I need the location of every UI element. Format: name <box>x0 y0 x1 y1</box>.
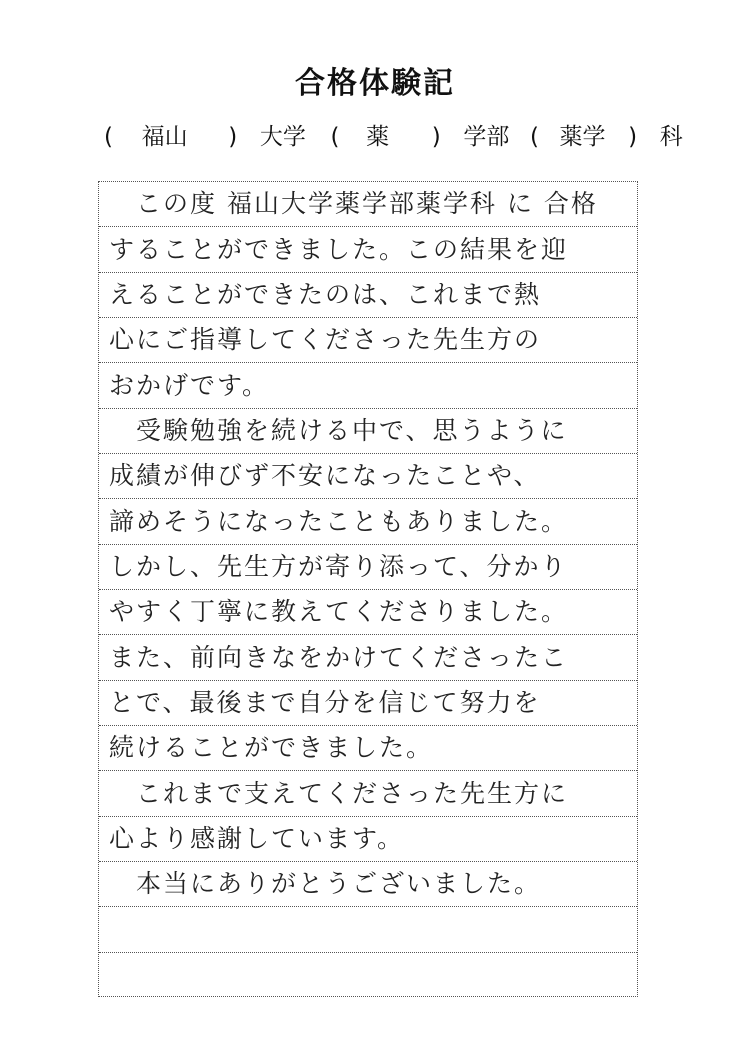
paren-open: ( <box>104 124 113 150</box>
page-title: 合格体験記 <box>295 66 455 101</box>
sheet-line: また、前向きなをかけてくださったこ <box>99 635 637 680</box>
sheet-line: 本当にありがとうございました。 <box>99 862 637 907</box>
sheet-line: やすく丁寧に教えてくださりました。 <box>99 590 637 635</box>
university-name: 福山 <box>141 124 188 150</box>
sheet-line: この度 福山大学薬学部薬学科 に 合格 <box>99 182 637 227</box>
faculty-suffix: 学部 <box>463 124 510 150</box>
paren-open: ( <box>529 124 539 150</box>
sheet-line: 成績が伸びず不安になったことや、 <box>99 454 637 499</box>
department-suffix: 科 <box>659 124 683 150</box>
sheet-line: しかし、先生方が寄り添って、分かり <box>99 545 637 590</box>
sheet-line: おかげです。 <box>99 363 637 408</box>
sheet-line: 受験勉強を続ける中で、思うように <box>99 409 637 454</box>
sheet-line: とで、最後まで自分を信じて努力を <box>99 681 637 726</box>
sheet-line: することができました。この結果を迎 <box>99 227 637 272</box>
sheet-line: これまで支えてくださった先生方に <box>99 771 637 816</box>
paren-close: ) <box>431 124 441 150</box>
department-name: 薬学 <box>559 124 606 150</box>
sheet-line: 心にご指導してくださった先生方の <box>99 318 637 363</box>
sheet-line: 諦めそうになったこともありました。 <box>99 499 637 544</box>
sheet-line: 心より感謝しています。 <box>99 817 637 862</box>
sheet-line: えることができたのは、これまで熱 <box>99 273 637 318</box>
paren-open: ( <box>330 124 340 150</box>
university-suffix: 大学 <box>259 124 306 150</box>
paren-close: ) <box>228 124 238 150</box>
paren-close: ) <box>628 124 638 150</box>
faculty-name: 薬 <box>366 124 390 150</box>
sheet-line <box>99 953 637 998</box>
sheet-line: 続けることができました。 <box>99 726 637 771</box>
affiliation-line <box>104 118 704 151</box>
handwriting-sheet <box>98 181 638 997</box>
sheet-line <box>99 907 637 952</box>
